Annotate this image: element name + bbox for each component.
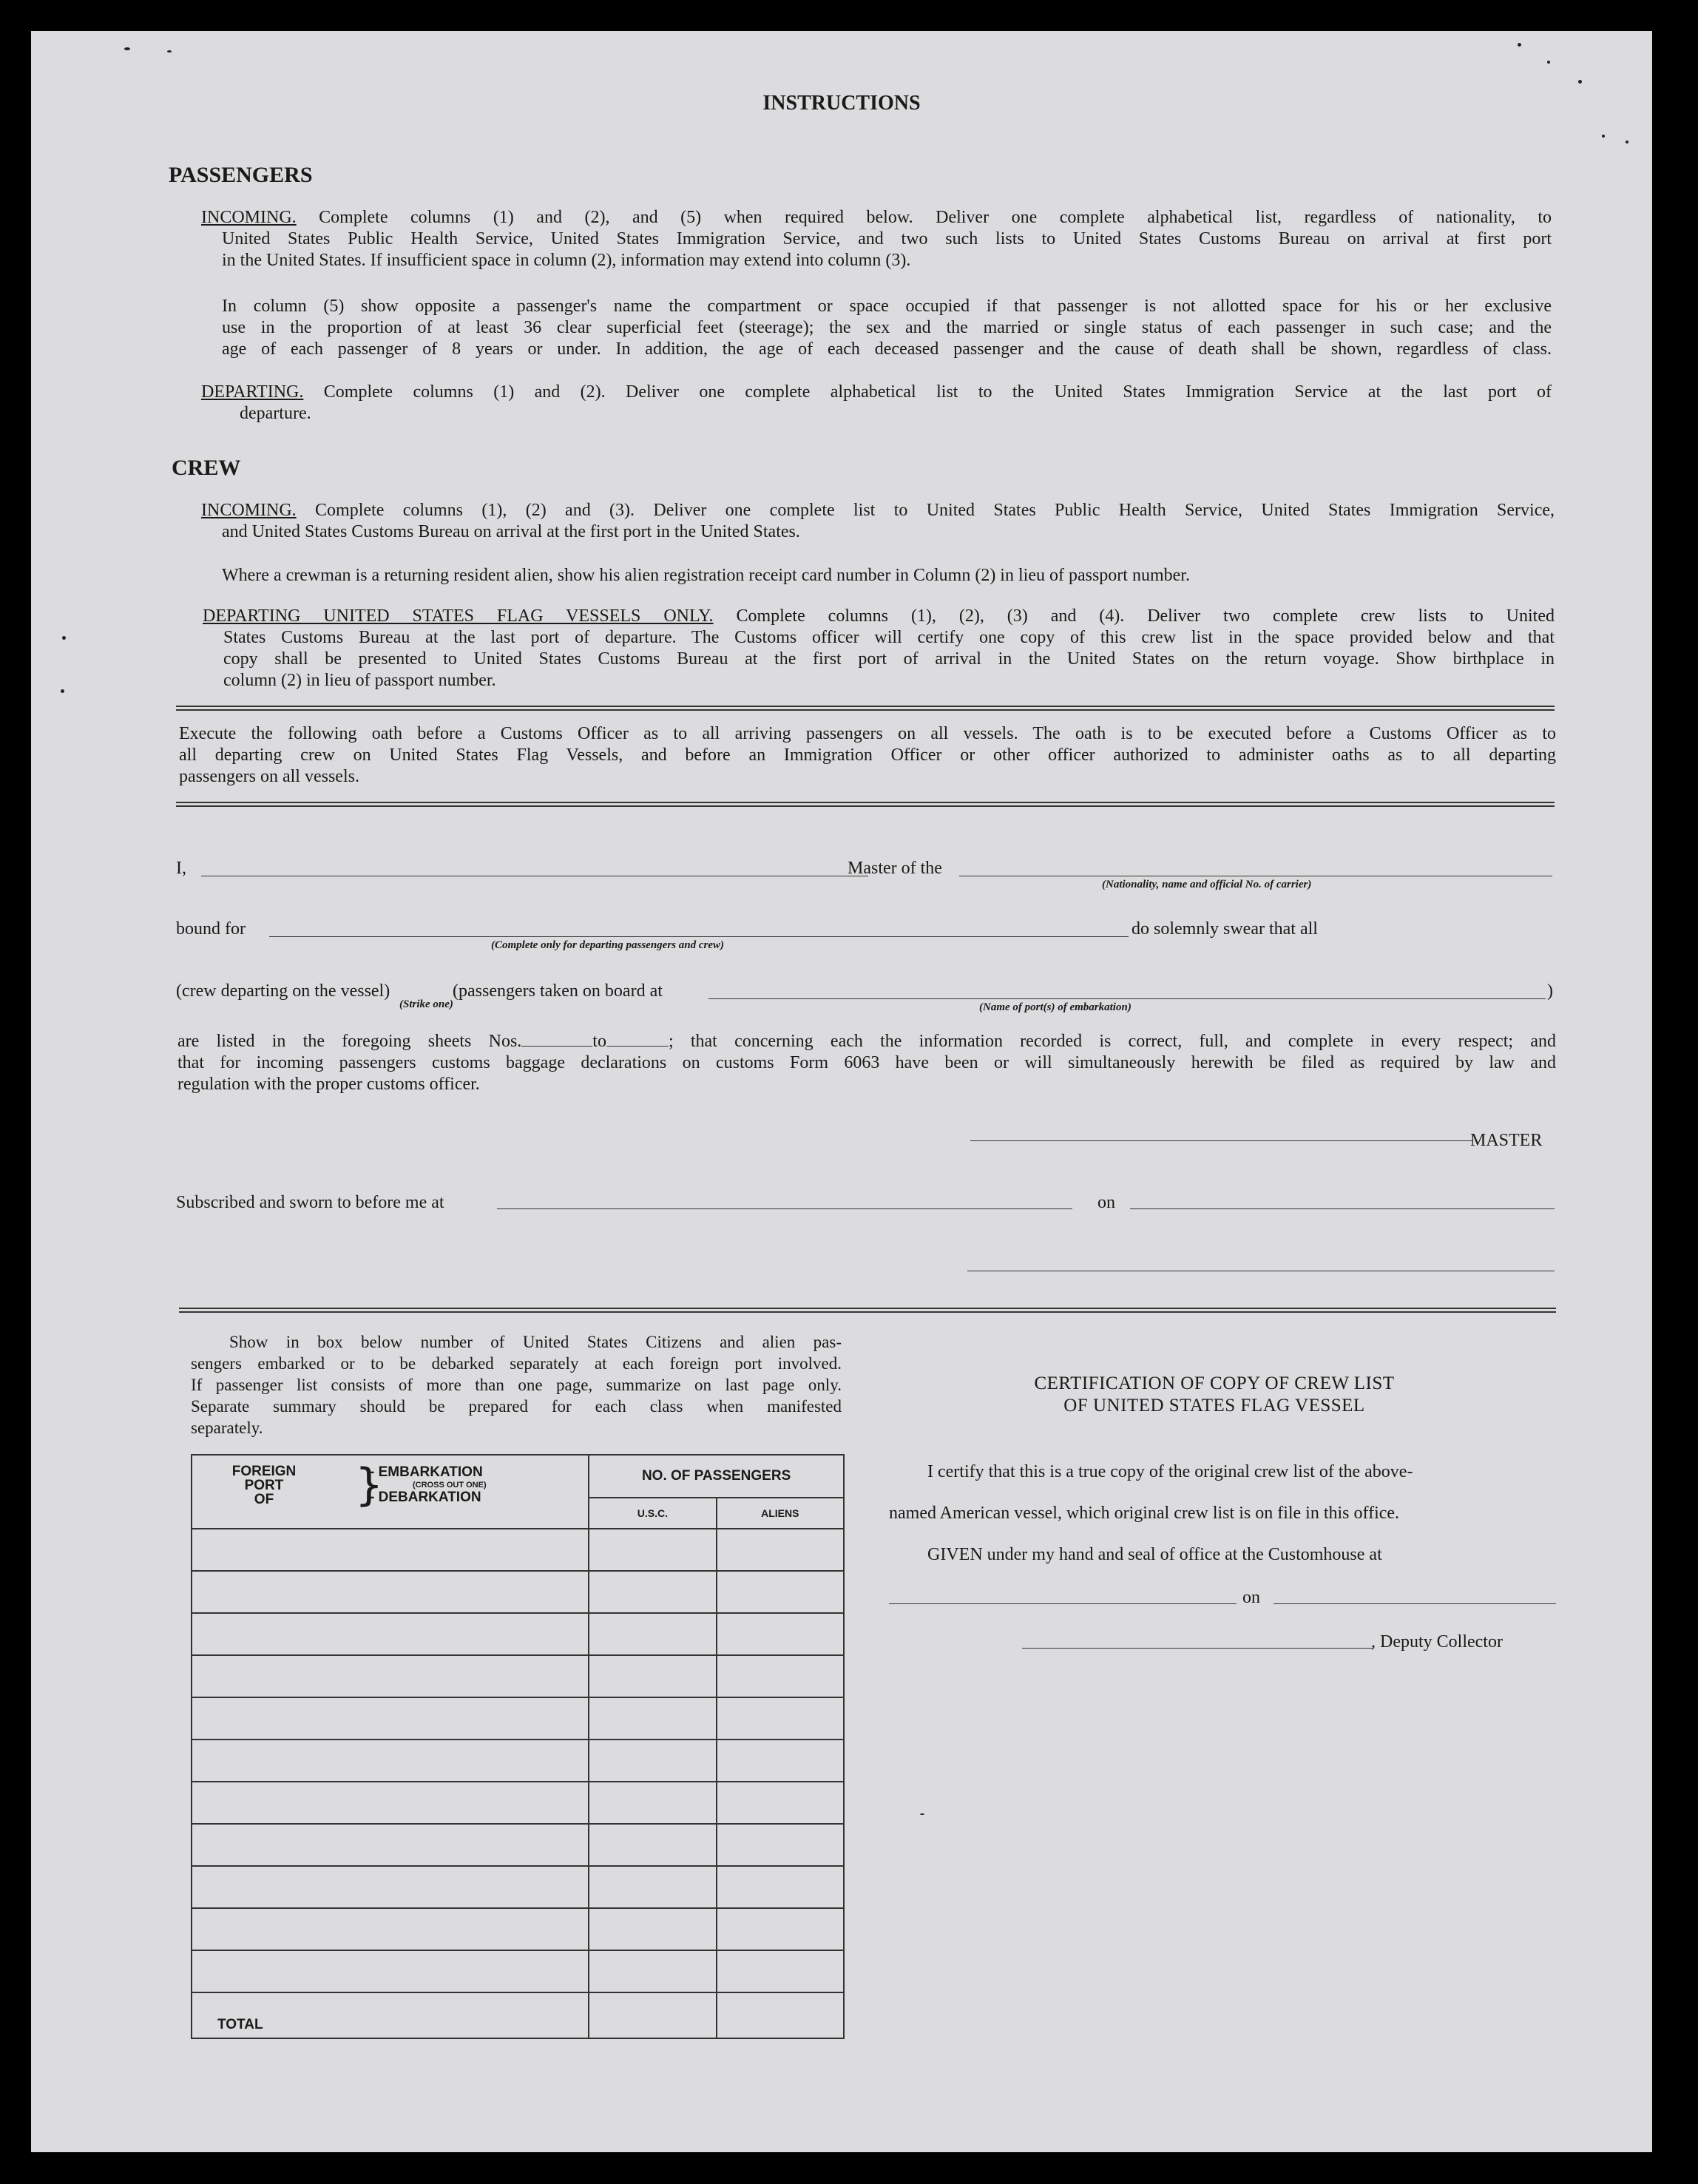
crew-incoming-paragraph [201,500,1555,543]
listed-text-3: regulation with the proper customs officer. [177,1075,480,1094]
port-cell[interactable] [192,1782,589,1824]
passengers-taken-label: (passengers taken on board at [453,981,663,1001]
customhouse-field[interactable] [889,1603,1237,1604]
embarkation-port-field[interactable] [708,998,1546,999]
table-row [192,1571,844,1613]
usc-cell[interactable] [589,1950,716,1992]
crew-departing-label: DEPARTING UNITED STATES FLAG VESSELS ONLY. [203,606,714,626]
table-row [192,1824,844,1866]
summary-text-1: Show in box below number of United States Citizens and alien pas- [229,1333,842,1351]
scan-speck [167,50,172,53]
crew-departing-text-2: States Customs Bureau at the last port of departure. The Customs officer will certify one copy of this crew list in the space provided below and that [223,628,1555,647]
aliens-cell[interactable] [717,1866,844,1908]
subscribed-label: Subscribed and sworn to before me at [176,1193,444,1212]
crew-departing-text-4: column (2) in lieu of passport number. [223,671,496,690]
sheet-from-field[interactable] [521,1031,592,1047]
crew-alien-paragraph: Where a crewman is a returning resident alien, show his alien registration receipt card number in Column (2) in lieu of passport number. [222,566,1190,585]
bound-for-label: bound for [176,919,246,939]
usc-cell[interactable] [589,1866,716,1908]
crew-departing-paragraph [203,606,1555,692]
port-cell[interactable] [192,1824,589,1866]
port-cell[interactable] [192,1950,589,1992]
table-row [192,1866,844,1908]
aliens-cell[interactable] [717,1529,844,1571]
port-cell[interactable] [192,1613,589,1655]
certify-text-1: I certify that this is a true copy of the original crew list of the above- [927,1462,1413,1481]
brace-icon: } [355,1459,384,1511]
usc-cell[interactable] [589,1529,716,1571]
debarkation-label: - DEBARKATION [370,1490,481,1505]
total-aliens-cell[interactable] [717,1992,844,2038]
divider [179,1308,1556,1313]
bound-for-field[interactable] [269,936,1157,937]
certify-text-3: GIVEN under my hand and seal of office at the Customhouse at [927,1545,1382,1564]
aliens-cell[interactable] [717,1824,844,1866]
usc-cell[interactable] [589,1908,716,1950]
passengers-incoming-text-2: United States Public Health Service, United States Immigration Service, and two such lists to United States Customs Bureau on arrival at first port [222,229,1552,249]
aliens-cell[interactable] [717,1697,844,1740]
deputy-signature-field[interactable] [1022,1648,1373,1649]
usc-cell[interactable] [589,1655,716,1697]
passengers-incoming-label: INCOMING. [201,208,297,227]
sworn-date-field[interactable] [1130,1208,1555,1209]
crew-heading: CREW [172,456,241,480]
port-cell[interactable] [192,1655,589,1697]
aliens-cell[interactable] [717,1740,844,1782]
table-row [192,1908,844,1950]
embarkation-label: - EMBARKATION [370,1464,483,1480]
aliens-cell[interactable] [717,1571,844,1613]
port-label: PORT [244,1478,284,1493]
usc-cell[interactable] [589,1613,716,1655]
column5-text-1: In column (5) show opposite a passenger's name the compartment or space occupied if that passenger is not allotted space for his or her exclusive [222,297,1552,316]
aliens-cell[interactable] [717,1950,844,1992]
form-page [31,31,1652,2152]
summary-text-5: separately. [191,1419,263,1437]
listed-text-2: that for incoming passengers customs baggage declarations on customs Form 6063 have been or will simultaneously herewith be filed as required by law and [177,1053,1556,1072]
listed-paragraph [177,1031,1556,1095]
usc-cell[interactable] [589,1824,716,1866]
foreign-label: FOREIGN [231,1464,297,1479]
oath-i-label: I, [176,859,186,878]
aliens-cell[interactable] [717,1655,844,1697]
of-label: OF [254,1492,274,1507]
strike-one-hint: (Strike one) [399,998,453,1010]
oath-instruction-text-3: passengers on all vessels. [179,767,359,786]
oath-instruction-text-2: all departing crew on United States Flag Vessels, and before an Immigration Officer or other officer authorized to administer oaths as to all departing [179,746,1556,765]
usc-cell[interactable] [589,1782,716,1824]
table-row [192,1613,844,1655]
oath-instruction-text-1: Execute the following oath before a Customs Officer as to all arriving passengers on all vessels. The oath is to be executed before a Customs Officer as to [179,724,1556,743]
crew-incoming-text-1: Complete columns (1), (2) and (3). Deliver one complete list to United States Public Health Service, United States Immigration Service, [315,501,1555,520]
swear-label: do solemnly swear that all [1129,919,1318,940]
table-row [192,1950,844,1992]
crew-departing-text-3: copy shall be presented to United States Customs Bureau at the first port of arrival in the United States on the return voyage. Show birthplace in [223,649,1555,669]
crew-departing-label: (crew departing on the vessel) [176,981,390,1001]
certify-date-field[interactable] [1274,1603,1556,1604]
master-of-the-label: Master of the [848,859,942,878]
usc-cell[interactable] [589,1740,716,1782]
summary-text-3: If passenger list consists of more than one page, summarize on last page only. [191,1376,842,1394]
scan-speck [1626,141,1628,143]
oath-instruction-paragraph [179,723,1556,788]
crew-incoming-text-2: and United States Customs Bureau on arrival at the first port in the United States. [222,522,800,541]
passengers-incoming-text-3: in the United States. If insufficient space in column (2), information may extend into column (3). [222,251,911,270]
divider [176,706,1555,711]
divider [176,802,1555,807]
table-row [192,1740,844,1782]
sheet-to-field[interactable] [606,1031,669,1047]
passengers-heading: PASSENGERS [169,163,313,187]
crew-incoming-label: INCOMING. [201,501,297,520]
passengers-departing-paragraph [201,382,1552,425]
passengers-incoming-paragraph [201,207,1552,271]
scan-speck [920,1813,924,1815]
carrier-hint: (Nationality, name and official No. of carrier) [1102,879,1312,890]
passenger-port-table [191,1454,845,2039]
aliens-cell[interactable] [717,1613,844,1655]
total-usc-cell[interactable] [589,1992,716,2038]
column5-text-2: use in the proportion of at least 36 clear superficial feet (steerage); the sex and the married or single status of each passenger in such case; and the [222,318,1552,337]
summary-paragraph [191,1331,842,1438]
passengers-column5-paragraph [222,296,1552,360]
passengers-departing-text-1: Complete columns (1) and (2). Deliver one complete alphabetical list to the United States Immigration Service at the last port of [323,382,1552,402]
sworn-place-field[interactable] [497,1208,1072,1209]
scan-speck [1547,61,1550,64]
scan-speck [1602,135,1605,138]
port-cell[interactable] [192,1908,589,1950]
port-cell[interactable] [192,1697,589,1740]
usc-cell[interactable] [589,1571,716,1613]
scan-speck [1518,43,1521,47]
port-cell[interactable] [192,1740,589,1782]
port-cell[interactable] [192,1866,589,1908]
table-row [192,1782,844,1824]
table-row [192,1655,844,1697]
scan-speck [62,636,66,640]
deputy-collector-label: , Deputy Collector [1371,1632,1503,1651]
listed-prefix: are listed in the foregoing sheets Nos. [177,1032,522,1051]
page-title: INSTRUCTIONS [762,92,921,115]
scan-speck [1578,80,1582,84]
usc-cell[interactable] [589,1697,716,1740]
passengers-incoming-text-1: Complete columns (1) and (2), and (5) when required below. Deliver one complete alphabetical list, regardless of nationality, to [319,208,1552,227]
certify-on-label: on [1242,1588,1260,1607]
passengers-departing-text-2: departure. [240,404,311,423]
total-label: TOTAL [192,1992,589,2038]
certification-title-1: CERTIFICATION OF COPY OF CREW LIST [1034,1373,1395,1393]
usc-header: U.S.C. [589,1498,716,1529]
table-row [192,1529,844,1571]
aliens-cell[interactable] [717,1908,844,1950]
no-of-passengers-header: NO. OF PASSENGERS [589,1455,844,1498]
port-cell[interactable] [192,1571,589,1613]
master-label: MASTER [1470,1131,1543,1150]
listed-to: to [592,1032,606,1051]
certification-title [882,1373,1547,1417]
column5-text-3: age of each passenger of 8 years or under. In addition, the age of each deceased passenger and the cause of death shall be shown, regardless of class. [222,339,1552,359]
table-row [192,1697,844,1740]
port-cell[interactable] [192,1529,589,1571]
port-hint: (Name of port(s) of embarkation) [979,1001,1132,1013]
port-header-cell [192,1455,589,1529]
crew-departing-text-1: Complete columns (1), (2), (3) and (4). Deliver two complete crew lists to United [736,606,1555,626]
listed-rest: ; that concerning each the information recorded is correct, full, and complete in every respect; and [668,1032,1556,1051]
certification-title-2: OF UNITED STATES FLAG VESSEL [1063,1396,1365,1416]
summary-text-4: Separate summary should be prepared for each class when manifested [191,1397,842,1416]
passengers-departing-label: DEPARTING. [201,382,304,402]
certify-text-2: named American vessel, which original crew list is on file in this office. [889,1504,1400,1523]
sworn-on-label: on [1097,1193,1115,1212]
summary-text-2: sengers embarked or to be debarked separately at each foreign port involved. [191,1354,842,1373]
scan-speck [124,47,130,50]
master-signature-field[interactable] [970,1140,1473,1141]
close-paren: ) [1547,981,1553,1001]
aliens-header: ALIENS [717,1498,844,1529]
aliens-cell[interactable] [717,1782,844,1824]
bound-for-hint: (Complete only for departing passengers and crew) [491,939,724,951]
scan-speck [61,689,64,693]
cross-out-label: (CROSS OUT ONE) [413,1481,487,1490]
